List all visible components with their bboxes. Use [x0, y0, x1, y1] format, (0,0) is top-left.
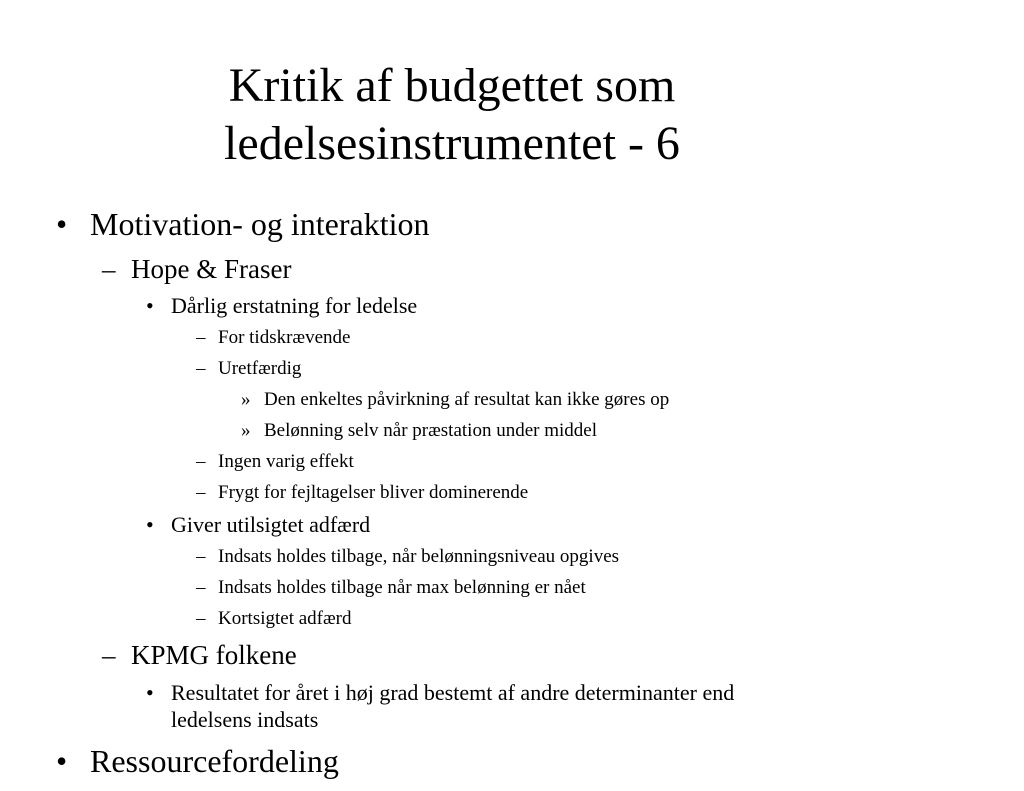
bullet-marker-level1: • — [56, 206, 68, 242]
bullet-marker-level4: – — [196, 546, 206, 567]
bullet-marker-level2: – — [102, 254, 116, 284]
bullet-marker-level4: – — [196, 482, 206, 503]
bullet-level1-text: Motivation- og interaktion — [90, 206, 430, 242]
bullet-marker-level3: • — [146, 512, 154, 537]
slide-title — [0, 57, 904, 173]
bullet-level4-text: Indsats holdes tilbage, når belønningsniveau opgives — [218, 546, 620, 567]
bullet-marker-level4: – — [196, 608, 206, 629]
bullet-level3-text: Resultatet for året i høj grad bestemt af andre determinanter end — [171, 680, 735, 705]
bullet-marker-level5: » — [241, 420, 251, 441]
bullet-level4-text: Kortsigtet adfærd — [218, 608, 352, 629]
bullet-marker-level3: • — [146, 680, 154, 705]
bullet-level4-text: Uretfærdig — [218, 358, 302, 379]
bullet-marker-level4: – — [196, 327, 206, 348]
bullet-level3-text-continuation: ledelsens indsats — [171, 707, 319, 732]
bullet-marker-level1: • — [56, 743, 68, 779]
bullet-level1-text: Ressourcefordeling — [90, 743, 339, 779]
bullet-level3-text: Giver utilsigtet adfærd — [171, 512, 371, 537]
slide-title-line-2: ledelsesinstrumentet - 6 — [224, 117, 680, 170]
bullet-level2-text: KPMG folkene — [131, 640, 297, 670]
bullet-level4-text: Indsats holdes tilbage når max belønning er nået — [218, 577, 586, 598]
slide-title-line-1: Kritik af budgettet som — [228, 59, 676, 112]
bullet-level5-text: Den enkeltes påvirkning af resultat kan ikke gøres op — [264, 389, 670, 410]
bullet-marker-level4: – — [196, 577, 206, 598]
bullet-level4-text: Ingen varig effekt — [218, 451, 354, 472]
bullet-marker-level4: – — [196, 451, 206, 472]
bullet-level2-text: Hope & Fraser — [131, 254, 292, 284]
bullet-marker-level3: • — [146, 293, 154, 318]
bullet-marker-level2: – — [102, 640, 116, 670]
bullet-level3-text: Dårlig erstatning for ledelse — [171, 293, 418, 318]
bullet-marker-level4: – — [196, 358, 206, 379]
bullet-level4-text: Frygt for fejltagelser bliver dominerende — [218, 482, 529, 503]
bullet-marker-level5: » — [241, 389, 251, 410]
bullet-level4-text: For tidskrævende — [218, 327, 351, 348]
bullet-level5-text: Belønning selv når præstation under middel — [264, 420, 597, 441]
